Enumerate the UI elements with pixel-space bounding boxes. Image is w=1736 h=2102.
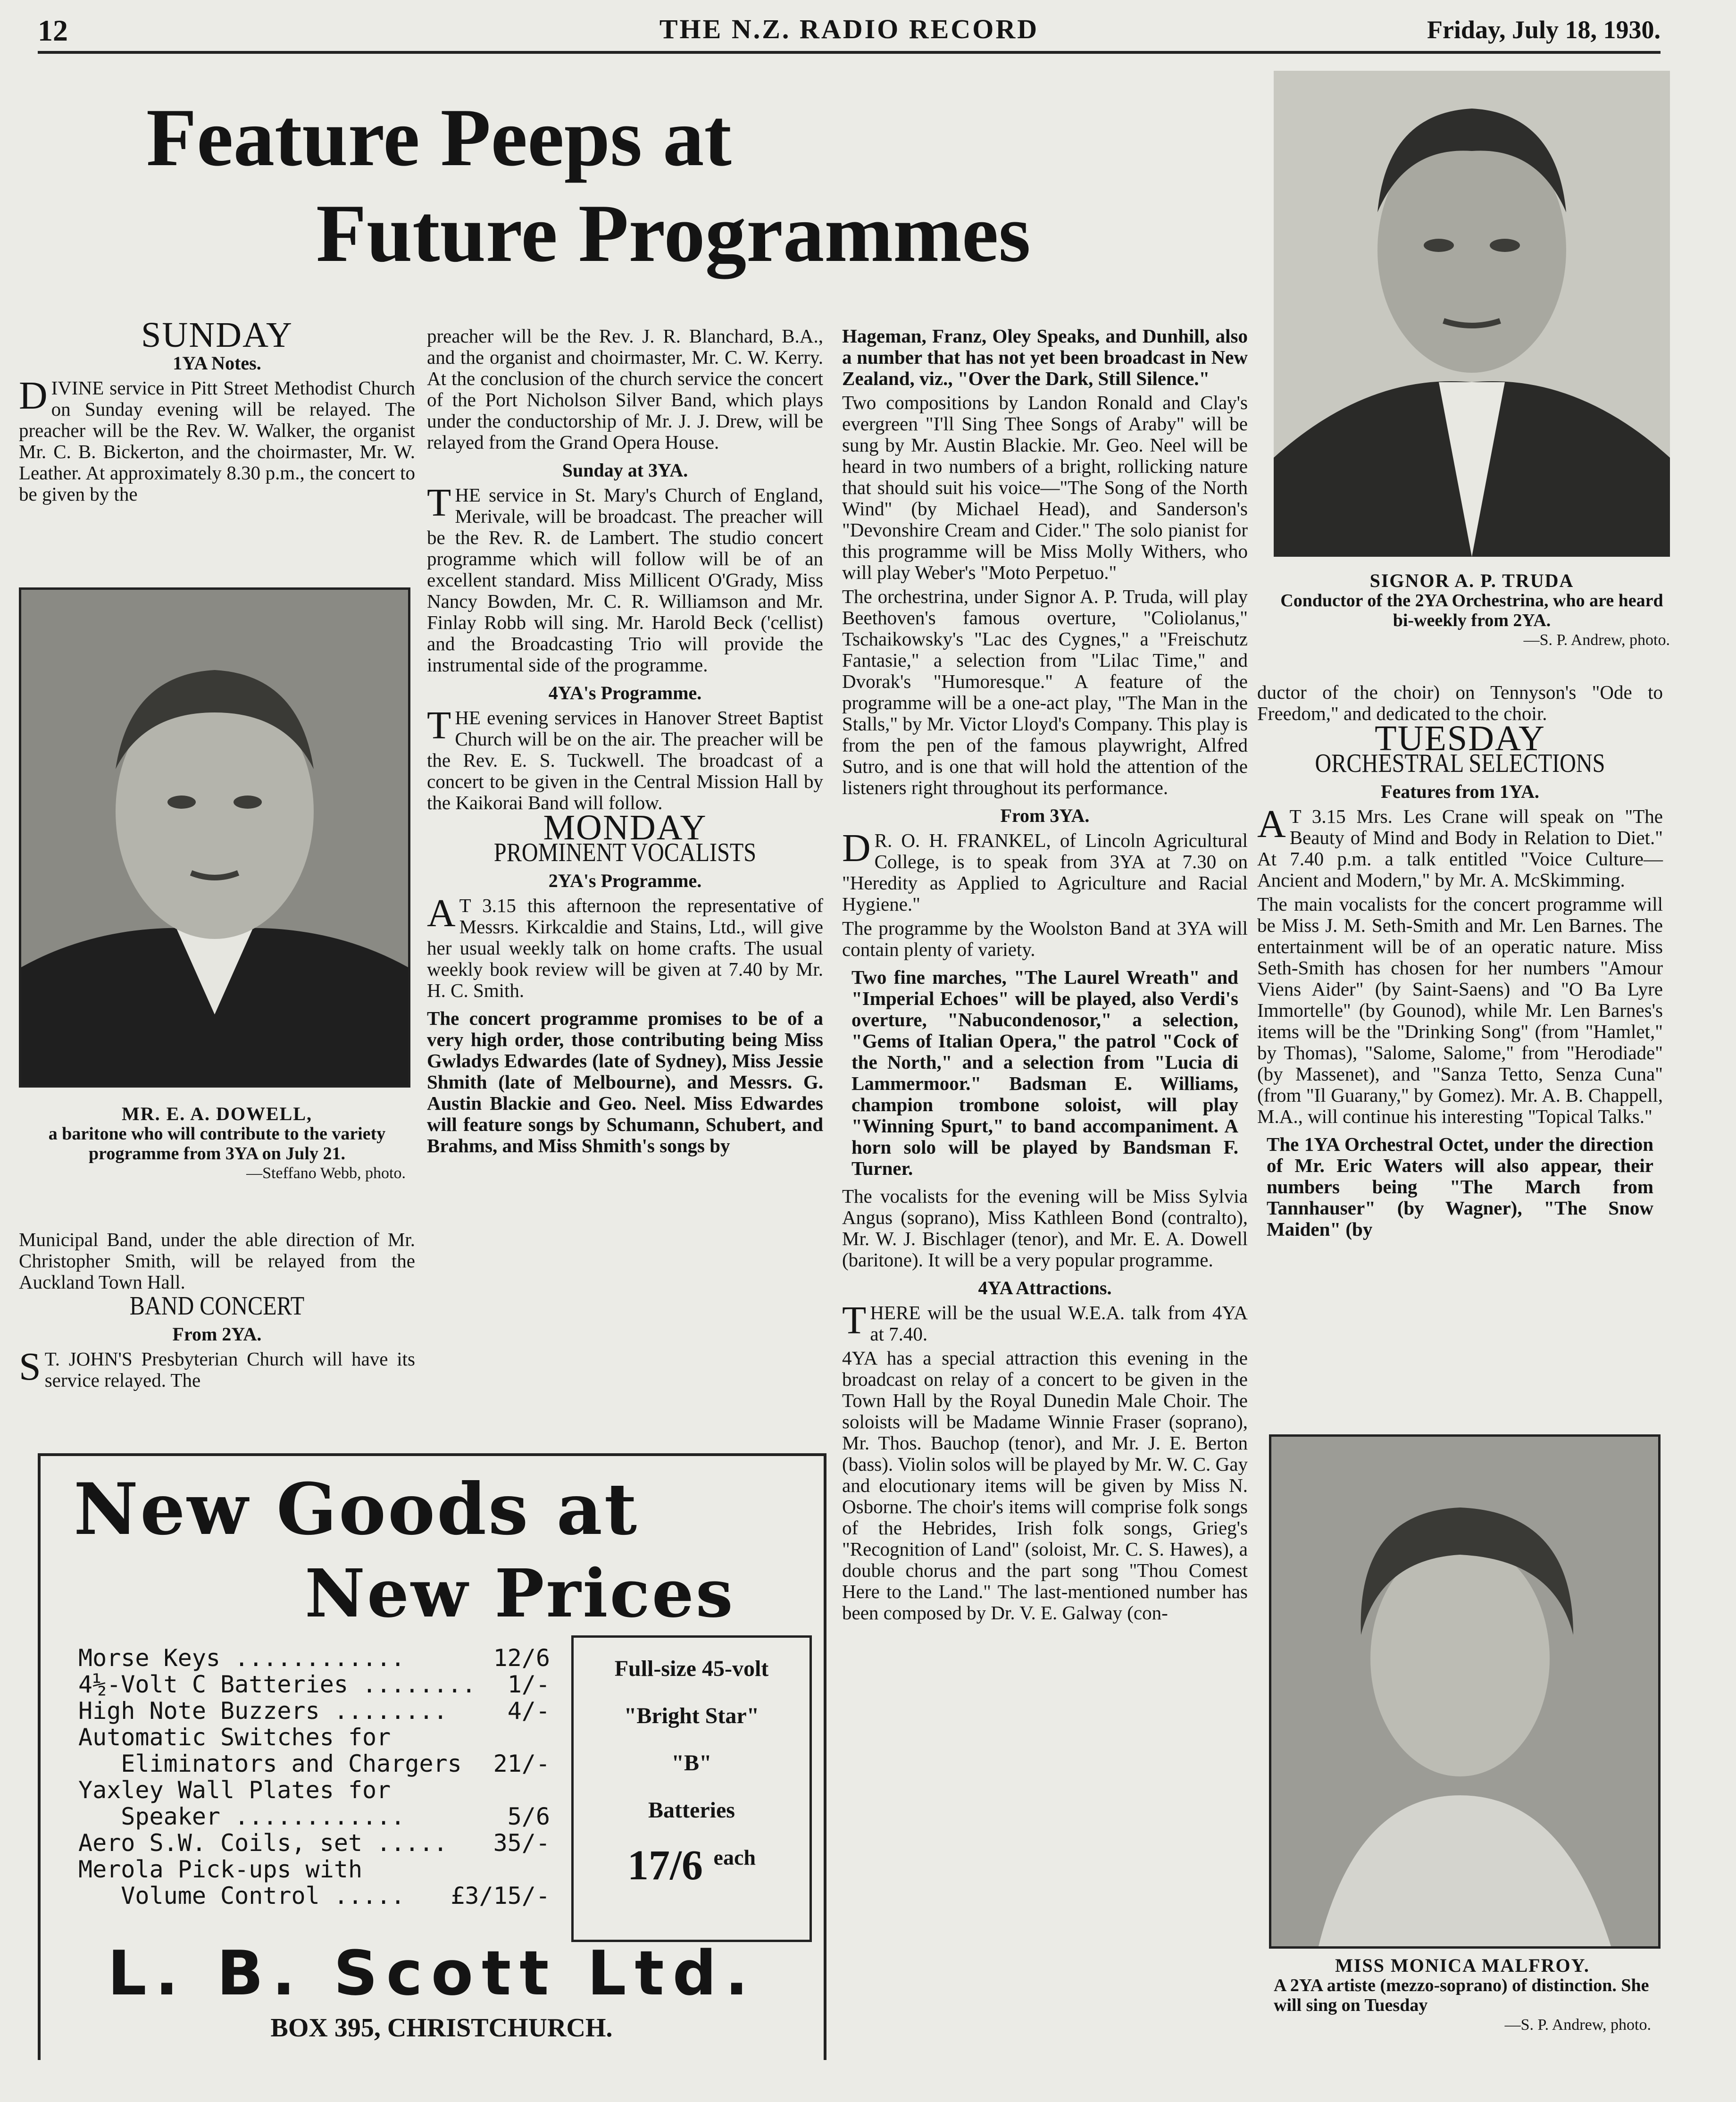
portrait-image: [1271, 1437, 1658, 1946]
column-4: [1257, 682, 1663, 1247]
ad-headline-1: New Goods at: [74, 1468, 639, 1551]
paragraph: THE service in St. Mary's Church of England, Merivale, will be broadcast. The preacher will be the Rev. R. de Lambert. The studio concert programme which will follow will be of an excellent standard. Miss Millicent O'Grady, Miss Nancy Bowden, Mr. C. R. Williamson and Mr. Finlay Robb will sing. Mr. Harold Beck ('cellist) and the Broadcasting Trio will provide the instrumental side of the programme.: [427, 481, 823, 676]
subheading: From 3YA.: [1000, 805, 1090, 826]
paragraph: THE evening services in Hanover Street Baptist Church will be on the air. The preacher will be the Rev. E. S. Tuckwell. The broadcast of a concert to be given in the Central Mission Hall by the Kaikorai Band will follow.: [427, 703, 823, 813]
paragraph: preacher will be the Rev. J. R. Blanchard, B.A., and the organist and choirmaster, Mr. C. W. Kerry. At the conclusion of the church service the concert of the Port Nicholson Silver Band, which plays under the conductorship of Mr. J. J. Drew, will be relayed from the Grand Opera House.: [427, 325, 823, 453]
paragraph: The orchestrina, under Signor A. P. Truda, will play Beethoven's famous overture, "Coliolanus," Tschaikowsky's "Lac des Cygnes," a "Freischutz Fantasie," a selection from "Lilac Time," and Dvorak's "Humoresque." A feature of the programme will be a one-act play, "The Man in the Stalls," by Mr. Victor Lloyd's Company. This play is from the pen of the famous playwright, Alfred Sutro, and is one that will hold the attention of the listeners right throughout its performance.: [842, 586, 1248, 798]
ad-price-list: [78, 1645, 550, 1909]
column-2: [427, 326, 823, 1159]
ad-item: Merola Pick-ups with: [78, 1856, 363, 1883]
paragraph: THERE will be the usual W.E.A. talk from 4YA at 7.40.: [842, 1298, 1248, 1345]
ad-contact: BOX 395, CHRISTCHURCH.: [270, 2013, 613, 2043]
ad-headline-2: New Prices: [305, 1555, 735, 1633]
ad-company: L. B. Scott Ltd.: [107, 1937, 757, 2009]
drop-cap: D: [19, 374, 48, 418]
heading-band-concert: BAND CONCERT: [129, 1291, 305, 1321]
ad-item: Aero S.W. Coils, set ..... 35/-: [78, 1829, 550, 1857]
heading-prominent-vocalists: PROMINENT VOCALISTS: [493, 838, 757, 867]
drop-cap: S: [19, 1345, 41, 1389]
ad-item: High Note Buzzers ........ 4/-: [78, 1697, 550, 1725]
paragraph-bold: Hageman, Franz, Oley Speaks, and Dunhill, also a number that has not yet been broadcast in New Zealand, viz., "Over the Dark, Still Silence.": [842, 325, 1248, 389]
portrait-image: [21, 590, 408, 1085]
subheading: 4YA Attractions.: [978, 1277, 1112, 1298]
ad-item: Speaker ............ 5/6: [78, 1803, 550, 1830]
page-header: [38, 8, 1661, 54]
ad-item: 4½-Volt C Batteries ........ 1/-: [78, 1671, 550, 1698]
caption-text: a baritone who will contribute to the variety programme from 3YA on July 21.: [48, 1124, 386, 1164]
subheading: Sunday at 3YA.: [562, 460, 688, 481]
ad-item: Volume Control ..... £3/15/-: [78, 1882, 550, 1909]
paragraph: DIVINE service in Pitt Street Methodist Church on Sunday evening will be relayed. The preacher will be the Rev. W. Walker, the organist Mr. C. B. Bickerton, and the choirmaster, Mr. W. Leather. At approximately 8.30 p.m., the concert to be given by the: [19, 374, 415, 505]
column-1-top: [19, 315, 415, 508]
caption-text: Conductor of the 2YA Orchestrina, who are heard bi-weekly from 2YA.: [1280, 591, 1663, 630]
photo-credit: —S. P. Andrew, photo.: [1504, 2016, 1651, 2034]
paragraph: Two compositions by Landon Ronald and Clay's evergreen "I'll Sing Thee Songs of Araby" will be sung by Mr. Austin Blackie. Mr. Geo. Neel will be heard in two numbers of a bright, rollicking nature that should suit his voice—"The Song of the North Wind" (by Michael Head), and Sanderson's "Devonshire Cream and Cider." The solo pianist for this programme will be Miss Molly Withers, who will play Weber's "Moto Perpetuo.": [842, 392, 1248, 583]
day-heading-monday: MONDAY: [543, 808, 707, 847]
box-line: "B": [671, 1750, 712, 1775]
box-line: Full-size 45-volt: [614, 1656, 769, 1681]
paragraph: S T. JOHN'S Presbyterian Church will have its service relayed. The: [19, 1345, 415, 1391]
ad-item: Eliminators and Chargers 21/-: [78, 1750, 550, 1777]
advertisement-lb-scott: [38, 1453, 826, 2060]
paragraph: A T 3.15 Mrs. Les Crane will speak on "The Beauty of Mind and Body in Relation to Diet." At 7.40 p.m. a talk entitled "Voice Culture—Ancient and Modern," by Mr. A. McSkimming.: [1257, 802, 1663, 891]
paragraph: The vocalists for the evening will be Miss Sylvia Angus (soprano), Miss Kathleen Bond (contralto), Mr. W. J. Bischlager (tenor), and Mr. E. A. Dowell (baritone). It will be a very popular programme.: [842, 1185, 1248, 1271]
paragraph: The programme by the Woolston Band at 3YA will contain plenty of variety.: [842, 917, 1248, 960]
paragraph-bold: The concert programme promises to be of a very high order, those contributing being Miss Gwladys Edwardes (late of Sydney), Miss Jessie Shmith (late of Melbourne), and Messrs. G. Austin Blackie and Geo. Neel. Miss Edwardes will feature songs by Schumann, Schubert, and Brahms, and Miss Shmith's songs by: [427, 1007, 823, 1156]
photo-malfroy: [1269, 1434, 1661, 1949]
subheading: 2YA's Programme.: [548, 870, 702, 891]
drop-cap: T: [427, 481, 451, 525]
caption-dowell: [28, 1104, 406, 1183]
subheading: Features from 1YA.: [1381, 781, 1539, 802]
ad-item: Automatic Switches for: [78, 1724, 391, 1751]
caption-name: MR. E. A. DOWELL,: [121, 1103, 313, 1124]
drop-cap: A: [427, 891, 456, 935]
photo-dowell: [19, 587, 410, 1088]
caption-name: MISS MONICA MALFROY.: [1335, 1955, 1590, 1976]
photo-credit: —Steffano Webb, photo.: [246, 1164, 406, 1182]
paragraph: D R. O. H. FRANKEL, of Lincoln Agricultural College, is to speak from 3YA at 7.30 on "Heredity as Applied to Agriculture and Racial Hygiene.": [842, 826, 1248, 915]
paragraph: Municipal Band, under the able direction of Mr. Christopher Smith, will be relayed from the Auckland Town Hall.: [19, 1229, 415, 1293]
heading-orchestral-selections: ORCHESTRAL SELECTIONS: [1315, 749, 1605, 778]
paragraph: ductor of the choir) on Tennyson's "Ode to Freedom," and dedicated to the choir.: [1257, 681, 1663, 724]
box-line: "Bright Star": [624, 1703, 760, 1728]
ad-item: Morse Keys ............ 12/6: [78, 1644, 550, 1672]
masthead: THE N.Z. RADIO RECORD: [659, 14, 1039, 44]
caption-text: A 2YA artiste (mezzo-soprano) of distinction. She will sing on Tuesday: [1274, 1976, 1649, 2015]
subheading: 1YA Notes.: [173, 352, 261, 374]
column-3: [842, 326, 1248, 1626]
photo-truda: [1274, 71, 1670, 557]
portrait-image: [1274, 71, 1670, 557]
photo-credit: —S. P. Andrew, photo.: [1523, 631, 1670, 649]
headline-line-1: Feature Peeps at: [146, 92, 732, 183]
day-heading-tuesday: TUESDAY: [1375, 719, 1545, 758]
page-number: 12: [38, 14, 68, 47]
caption-truda: [1274, 571, 1670, 650]
drop-cap: A: [1257, 802, 1286, 846]
paragraph-bold: The 1YA Orchestral Octet, under the direction of Mr. Eric Waters will also appear, their numbers being "The March from Tannhauser" (by Wagner), "The Snow Maiden" (by: [1267, 1133, 1653, 1240]
column-1-bottom: [19, 1229, 415, 1394]
ad-battery-box: [571, 1635, 812, 1942]
subheading: 4YA's Programme.: [548, 682, 702, 703]
paragraph: A T 3.15 this afternoon the representative of Messrs. Kirkcaldie and Stains, Ltd., will give her usual weekly talk on home crafts. The usual weekly book review will be given at 7.40 by Mr. H. C. Smith.: [427, 891, 823, 1001]
box-price: 17/6 $^{each}$: [627, 1842, 756, 1889]
ad-item: Yaxley Wall Plates for: [78, 1776, 391, 1804]
box-line: Batteries: [648, 1798, 735, 1823]
headline: [113, 90, 1184, 281]
caption-malfroy: [1274, 1956, 1651, 2035]
day-heading-sunday: SUNDAY: [141, 315, 293, 355]
subheading: From 2YA.: [172, 1323, 262, 1345]
drop-cap: T: [842, 1298, 867, 1342]
caption-name: SIGNOR A. P. TRUDA: [1369, 570, 1574, 591]
issue-date: Friday, July 18, 1930.: [1427, 16, 1661, 44]
drop-cap: T: [427, 703, 451, 747]
paragraph: The main vocalists for the concert programme will be Miss J. M. Seth-Smith and Mr. Len Barnes. The entertainment will be of an operatic nature. Miss Seth-Smith has chosen for her numbers "Amour Viens Aider" (by Saint-Saens) and "O Ba Lyre Immortelle" (by Gounod), while Mr. Len Barnes's items will be the "Drinking Song" (from "Hamlet," by Thomas), "Salome, Salome," from "Herodiade" (by Massenet), and "Sanza Tetto, Senza Cuna" (from "Il Guarany," by Gomez). Mr. A. B. Chappell, M.A., will continue his interesting "Topical Talks.": [1257, 893, 1663, 1127]
paragraph: 4YA has a special attraction this evening in the broadcast on relay of a concert to be given in the Town Hall by the Royal Dunedin Male Choir. The soloists will be Madame Winnie Fraser (soprano), Mr. Thos. Bauchop (tenor), and Mr. J. E. Berton (bass). Violin solos will be played by Mr. W. C. Gay and elocutionary items will be given by Miss N. Osborne. The choir's items will comprise folk songs of the Hebrides, Irish folk songs, Grieg's "Recognition of Land" (soloist, Mr. C. S. Hawes), a double chorus and the part song "Thou Comest Here to the Land." The last-mentioned number has been composed by Dr. V. E. Galway (con-: [842, 1347, 1248, 1624]
drop-cap: D: [842, 826, 871, 870]
paragraph-bold: Two fine marches, "The Laurel Wreath" and "Imperial Echoes" will be played, also Verdi's overture, "Nabucondenosor," a selection, "Gems of Italian Opera," the patrol "Cock of the North," and a selection from "Lucia di Lammermoor." Badsman E. Williams, champion trombone soloist, will play "Winning Spurt," to band accompaniment. A horn solo will be played by Bandsman F. Turner.: [851, 966, 1238, 1179]
headline-line-2: Future Programmes: [316, 187, 1031, 279]
